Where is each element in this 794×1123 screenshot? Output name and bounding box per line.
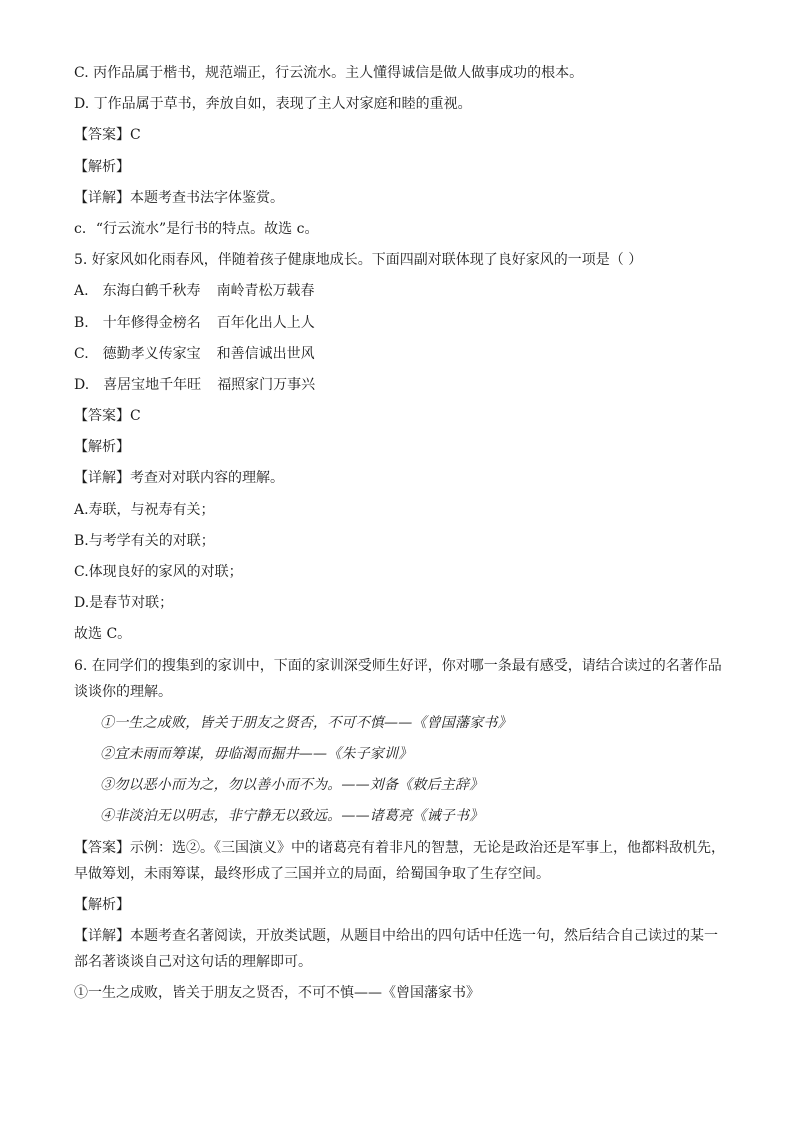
option-c-text: C. 丙作品属于楷书，规范端正，行云流水。主人懂得诚信是做人做事成功的根本。	[74, 65, 584, 81]
couplet-first: 喜居宝地千年旺	[103, 376, 202, 393]
couplet-second: 百年化出人上人	[216, 314, 315, 331]
couplet-second: 南岭青松万载春	[216, 283, 315, 300]
question-6-line-1: 6. 在同学们的搜集到的家训中，下面的家训深受师生好评，你对哪一条最有感受，请结合读过的名著作品	[74, 657, 722, 674]
couplet-first: 东海白鹤千秋寿	[102, 283, 201, 300]
question-5-option-c	[74, 344, 734, 364]
analysis-5-label: 【解析】	[74, 439, 130, 456]
option-label: B.	[74, 314, 89, 331]
family-motto-4: ④非淡泊无以明志，非宁静无以致远。——诸葛亮《诫子书》	[100, 808, 484, 825]
family-motto-2: ②宜未雨而筹谋，毋临渴而掘井——《朱子家训》	[100, 745, 413, 762]
couplet-first: 德勤孝义传家宝	[102, 345, 201, 362]
answer-4: 【答案】C	[74, 127, 141, 144]
family-motto-1: ①一生之成败，皆关于朋友之贤否，不可不慎——《曾国藩家书》	[100, 714, 512, 731]
explanation-b: B.与考学有关的对联；	[74, 532, 215, 549]
option-label: D.	[74, 376, 90, 393]
question-5-option-b	[74, 313, 734, 333]
family-motto-3: ③勿以恶小而为之，勿以善小而不为。——刘备《敕后主辞》	[100, 777, 484, 794]
answer-6-line-2: 早做筹划，未雨筹谋，最终形成了三国并立的局面，给蜀国争取了生存空间。	[74, 865, 550, 882]
option-label: A.	[74, 283, 89, 300]
detail-6-line-1: 【详解】本题考查名著阅读，开放类试题，从题目中给出的四句话中任选一句，然后结合自己读过的某一	[74, 927, 718, 944]
detail-6-line-2: 部名著谈谈自己对这句话的理解即可。	[74, 953, 312, 970]
explanation-c: C.体现良好的家风的对联；	[74, 564, 243, 580]
question-5: 5. 好家风如化雨春风，伴随着孩子健康地成长。下面四副对联体现了良好家风的一项是（ ）	[74, 252, 643, 269]
document-page	[74, 63, 734, 1014]
option-c-explanation: c．“行云流水”是行书的特点。故选 c。	[74, 220, 319, 237]
couplet-first: 十年修得金榜名	[102, 314, 201, 331]
couplet-second: 和善信诚出世风	[216, 345, 315, 362]
option-label: C.	[74, 345, 89, 362]
question-5-option-a	[74, 281, 734, 301]
question-5-option-d	[74, 375, 734, 395]
analysis-4-label: 【解析】	[74, 158, 130, 175]
final-motto-line: ①一生之成败，皆关于朋友之贤否，不可不慎——《曾国藩家书》	[74, 985, 480, 1002]
couplet-second: 福照家门万事兴	[217, 376, 316, 393]
explanation-a: A.寿联，与祝寿有关；	[74, 501, 215, 518]
detail-4: 【详解】本题考查书法字体鉴赏。	[74, 189, 284, 206]
option-d-text: D. 丁作品属于草书，奔放自如，表现了主人对家庭和睦的重视。	[74, 96, 472, 113]
explanation-d: D.是春节对联；	[74, 595, 174, 612]
answer-6-line-1: 【答案】示例：选②。《三国演义》中的诸葛亮有着非凡的智慧，无论是政治还是军事上，他都料敌机先，	[74, 839, 725, 856]
question-6-line-2: 谈谈你的理解。	[74, 683, 172, 700]
analysis-6-label: 【解析】	[74, 896, 130, 913]
detail-5: 【详解】考查对对联内容的理解。	[74, 470, 284, 487]
answer-5: 【答案】C	[74, 408, 141, 425]
conclusion-5: 故选 C。	[74, 626, 132, 643]
